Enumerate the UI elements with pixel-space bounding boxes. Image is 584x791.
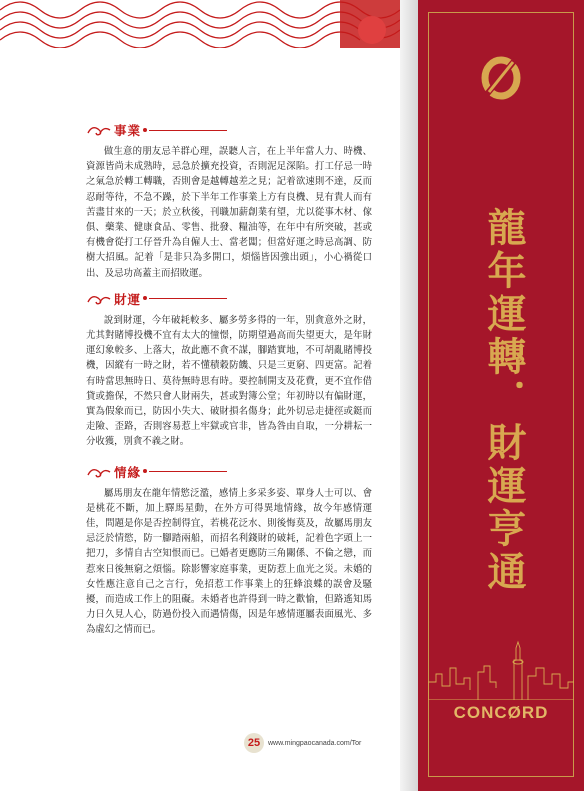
page-fold-shadow	[400, 0, 418, 791]
article-column	[86, 120, 372, 650]
section-paragraph: 做生意的朋友忌羊群心理，誤聽人言，在上半年當人力、時機、資源皆尚未成熟時，忌急於擴充投資，否則泥足深陷。打工仔忌一時之氣急於轉工轉職，否則會是越轉越差之見；記着欲速則不達，反而忍耐等待，不急不躁，於下半年工作事業上方有良機、見有貴人而有苦盡甘來的一天；於立秋後，刊職加薪創業有望，尤以從事木材、傢俱、藥業、健康食品、零售、批發、糧油等，在年中有所突破，甚或有機會從打工仔晉升為自僱人士、當老闆；但當好運之時忌高調、防樹大招風。記着「是非只為多開口，煩惱皆因強出頭」，小心禍從口出、及忌功高蓋主而招敗運。	[86, 146, 372, 279]
swirl-ornament-icon	[86, 465, 112, 479]
heading-rule	[149, 471, 227, 472]
heading-rule	[149, 298, 227, 299]
page-number: 25	[244, 733, 264, 753]
section-title: 事業	[114, 123, 142, 138]
heading-rule	[149, 130, 227, 131]
section-paragraph: 說到財運，今年破耗較多、屬多勞多得的一年，別貪意外之財，尤其對賭博投機不宜有太大的憧憬，防期望過高而失望更大，是年財運幻象較多、上落大，故此應不貪不謀，腳踏實地，不可胡亂賭博投機，因縱有一時之財，若不懂積穀防饑、只是三更窮、四更富。記着有時當思無時日、莫待無時思有時。要控制開支及花費，更不宜作借貸或擔保，不然只會人財兩失，甚或對簿公堂；年初時以有偏財運，實為假象而已，防因小失大、破財損名傷身；此外切忌走捷徑或鋌而走險、歪路，否則容易惹上牢獄或官非，皆為咎由自取，一分耕耘一分收獲，別貪不義之財。	[86, 314, 372, 448]
section-heading-romance	[86, 462, 372, 482]
footer-url-link[interactable]: www.mingpaocanada.com/Tor	[268, 739, 362, 747]
section-title: 財運	[114, 291, 142, 307]
vertical-slogan: 龍年運轉．財運亨通	[481, 206, 527, 594]
concord-logo-icon	[475, 50, 527, 102]
concord-brand-wordmark: CONCØRD	[453, 703, 549, 722]
page-footer	[244, 733, 361, 753]
concord-ad-sidebar	[418, 0, 584, 791]
section-paragraph: 屬馬朋友在龍年情慾泛濫，感情上多采多姿、單身人士可以、會是桃花不斷，加上驛馬星動，在外方可得異地情緣，故今年感情運佳，問題是你是否控制得宜，若桃花泛水、則後悔莫及，故屬馬朋友忌泛於情慾，防一腳踏兩船，而招名利錢財的破耗，記着色字頭上一把刀，多情自古空知恨而已。已婚者更應防三角關係、不倫之戀，而惹來日後無窮之煩惱。除影響家庭事業，更防惹上血光之災。未婚的女性應注意自己之言行，免招惹工作事業上的狂蜂浪蝶的誤會及騷擾，而造成工作上的阻礙。未婚者也許得到一時之歡愉，但路遙知馬力日久見人心，防過份投入而遇情傷，因是年感情運屬表面風光、多為虛幻之情而已。	[86, 487, 372, 636]
section-title: 情緣	[114, 464, 142, 480]
city-skyline-icon	[428, 638, 574, 700]
section-heading-career	[86, 120, 372, 140]
swirl-ornament-icon	[86, 292, 112, 306]
wave-pattern-decoration	[0, 0, 400, 48]
swirl-ornament-icon	[86, 123, 112, 137]
section-heading-wealth	[86, 289, 372, 309]
